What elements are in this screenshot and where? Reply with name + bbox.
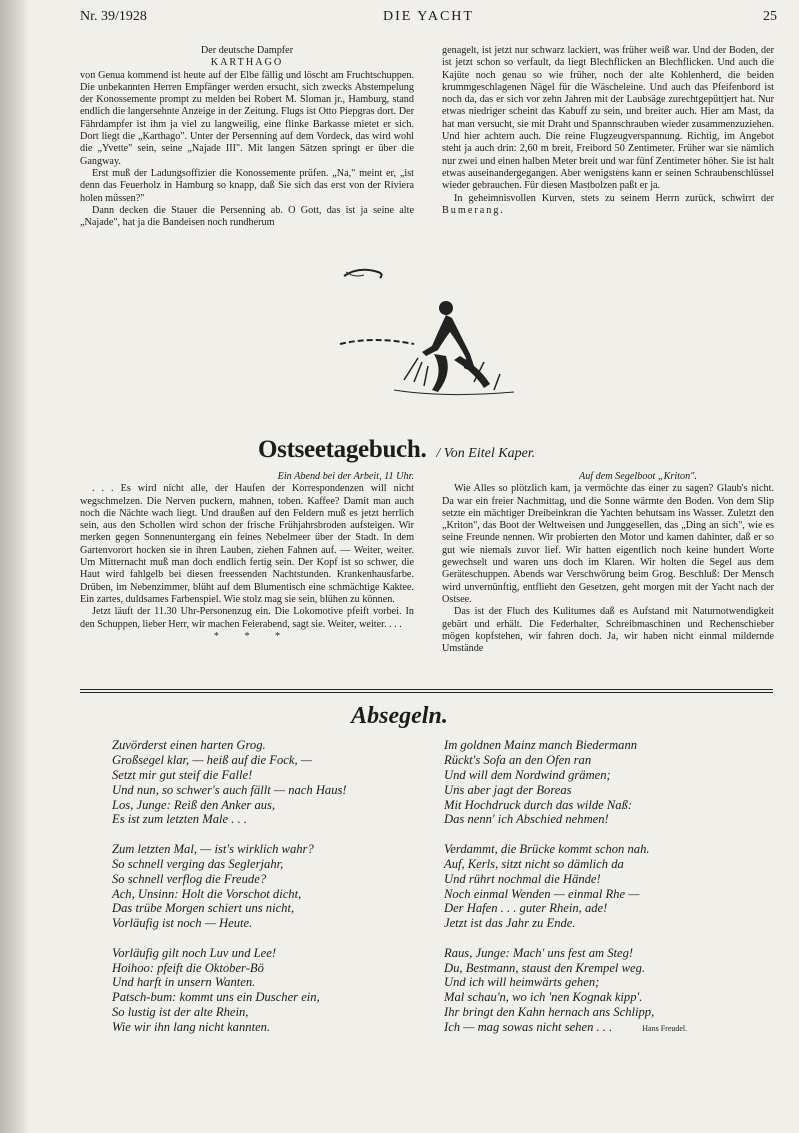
poem-line: Und ich will heimwärts gehen;: [444, 975, 600, 990]
story-paragraph: von Genua kommend ist heute auf der Elbe fällig und löscht am Fruchtschuppen. Die unbekannten Herren Empfänger werden ersucht, sich zwecks Abstempelung der Konossemente prompt zu melden bei Robert M. Sloman jr., Hamburg, stand endlich die langersehnte Anzeige in der Zeitung. Flugs ist Otto Piepgras dort. Der Fährdampfer ist ihm ja viel zu langweilig, eine flinke Barkasse mietet er sich. Dort liegt die „Karthago". Unter der Persenning auf dem Vordeck, das wird wohl die „Yvette" sein, seine „Najade III". Mit langen Sätzen springt er über die Gangway.: [80, 69, 414, 167]
poem-line: Und harft in unsern Wanten.: [112, 975, 256, 990]
poem-line: Patsch-bum: kommt uns ein Duscher ein,: [112, 990, 320, 1005]
section-divider-stars: * * *: [213, 630, 281, 642]
poem-line: Rückt's Sofa an den Ofen ran: [444, 752, 592, 767]
poem-line: Das trübe Morgen schiert uns nicht,: [112, 901, 295, 916]
poem-line-text: Ich — mag sowas nicht sehen . . .: [444, 1020, 613, 1035]
poem-line: Vorläufig gilt noch Luv und Lee!: [112, 945, 277, 960]
story-right-column: [442, 45, 774, 217]
poem-line: Raus, Junge: Mach' uns fest am Steg!: [444, 945, 634, 960]
story-heading-line1: Der deutsche Dampfer: [200, 45, 294, 56]
poem-line: Es ist zum letzten Male . . .: [112, 812, 248, 827]
poem-line: Noch einmal Wenden — einmal Rhe —: [444, 886, 640, 901]
poem-line: So schnell verflog die Freude?: [112, 871, 267, 886]
poem-line: Ach, Unsinn: Holt die Vorschot dicht,: [112, 886, 302, 901]
poem-line: Großsegel klar, — heiß auf die Fock, —: [112, 752, 312, 767]
ostsee-subhead: Ein Abend bei der Arbeit, 11 Uhr.: [277, 471, 414, 482]
page-edge-shadow: [0, 0, 30, 1133]
ostsee-right-column: [442, 471, 774, 655]
boomerang-thrower-illustration: [334, 262, 524, 412]
poem-stanza: [112, 946, 347, 1035]
page-number: 25: [763, 9, 777, 24]
poem-line: Verdammt, die Brücke kommt schon nah.: [444, 841, 650, 856]
poem-line: Mit Hochdruck durch das wilde Naß:: [444, 797, 633, 812]
ostsee-title-block: [258, 436, 658, 464]
poem-line: Der Hafen . . . guter Rhein, ade!: [444, 901, 608, 916]
poem-line: Wie wir ihn lang nicht kannten.: [112, 1020, 271, 1035]
poem-title: Absegeln.: [351, 703, 448, 729]
poem-line: Und rührt nochmal die Hände!: [444, 871, 601, 886]
story-left-column: [80, 45, 414, 229]
poem-line: Los, Junge: Reiß den Anker aus,: [112, 797, 276, 812]
poem-stanza: [444, 946, 687, 1035]
issue-number: Nr. 39/1928: [80, 9, 147, 24]
boomerang-word: Bumerang.: [442, 204, 505, 216]
poem-author: Hans Freudel.: [642, 1024, 688, 1034]
poem-line: Im goldnen Mainz manch Biedermann: [444, 738, 638, 752]
story-paragraph: [442, 193, 774, 218]
poem-line: So schnell verging das Seglerjahr,: [112, 856, 284, 871]
story-paragraph: Erst muß der Ladungsoffizier die Konossemente prüfen. „Na," meint er, „ist denn das Feuerholz in Hamburg so knapp, daß Sie sich das erst von der Riviera holen müssen?": [80, 167, 414, 204]
ostsee-byline: / Von Eitel Kaper.: [436, 446, 536, 461]
section-rule: [80, 692, 773, 693]
poem-right-column: [444, 738, 687, 1050]
section-rule: [80, 689, 773, 690]
poem-line: Uns aber jagt der Boreas: [444, 782, 572, 797]
story-text: In geheimnisvollen Kurven, stets zu seinem Herrn zurück, schwirrt der: [454, 192, 774, 204]
poem-line: Und nun, so schwer's auch fällt — nach Haus!: [112, 782, 347, 797]
poem-line: So lustig ist der alte Rhein,: [112, 1005, 249, 1020]
story-paragraph: Dann decken die Stauer die Persenning ab. O Gott, das ist ja seine alte „Najade", hat ja die Bandeisen noch rundherum: [80, 204, 414, 229]
poem-line: Zum letzten Mal, — ist's wirklich wahr?: [112, 841, 314, 856]
poem-line: Und will dem Nordwind grämen;: [444, 767, 611, 782]
poem-line: Du, Bestmann, staust den Krempel weg.: [444, 960, 646, 975]
ostsee-paragraph: Jetzt läuft der 11.30 Uhr-Personenzug ein. Die Lokomotive pfeift vorbei. In den Schuppen, lieber Herr, wir machen Feierabend, sagt sie. Weiter, weiter. . . .: [80, 606, 414, 630]
poem-line: Das nenn' ich Abschied nehmen!: [444, 812, 609, 827]
story-heading-ship-name: KARTHAGO: [210, 57, 284, 69]
page-header: [80, 9, 777, 31]
poem-line: Jetzt ist das Jahr zu Ende.: [444, 916, 576, 931]
poem-line: Auf, Kerls, sitzt nicht so dämlich da: [444, 856, 624, 871]
poem-line: Vorläufig ist noch — Heute.: [112, 916, 253, 931]
ostsee-paragraph: Das ist der Fluch des Kulitumes daß es Aufstand mit Naturnotwendigkeit gebärt und erhält. Die Federhalter, Schreibmaschinen und Rechenschieber mögen kopfstehen, wir fahren doch. Ja, wir haben nicht einmal mildernde Umstände: [442, 606, 774, 655]
poem-line: Ihr bringt den Kahn hernach ans Schlipp,: [444, 1005, 655, 1020]
poem-line: Zuvörderst einen harten Grog.: [112, 738, 266, 752]
ostsee-subhead: Auf dem Segelboot „Kriton".: [578, 471, 698, 482]
poem-line: Hoihoo: pfeift die Oktober-Bö: [112, 960, 264, 975]
ostsee-title: Ostseetagebuch.: [258, 436, 427, 463]
poem-stanza: [112, 738, 347, 827]
poem-stanza: [112, 842, 347, 931]
ostsee-left-column: [80, 471, 414, 643]
poem-line: Mal schau'n, wo ich 'nen Kognak kipp'.: [444, 990, 643, 1005]
ostsee-paragraph: . . . Es wird nicht alle, der Haufen der Korrespondenzen will nicht wegschmelzen. Die Nerven puckern, mahnen, toben. Kaffee? Damit man auch noch die Nächte wach liegt. Und draußen auf den Feldern muß es jetzt herrlich sein, aus den Schollen wird schon der frische Frühjahrsbroden aufsteigen. Wir merken gegen Sonnenuntergang ein feines Nebelmeer über der Stadt. In dem Gartenvorort hocken sie in ihren Lauben, ziehen Fahnen auf. — Weiter, weiter. Um Mitternacht muß man doch endlich fertig sein. Der Kopf ist so schwer, die Haut wird fahlgelb bei diesen freessenden Nachtstunden. Krankenhausfarbe. Drüben, im Nebenzimmer, blüht auf dem Blumentisch eine schmächtige Kaktee. Ein zartes, duldsames Farbenspiel. Wie stolz mag sie sein, blühen zu können.: [80, 483, 414, 605]
poem-stanza: [444, 738, 687, 827]
ostsee-paragraph: Wie Alles so plötzlich kam, ja vermöchte das einer zu sagen? Glaub's nicht. Da war ein freier Nachmittag, und die Sonne wärmte den Boden. Von dem Slip setzte ein mächtiger Dreibeinkran die Yachten behutsam ins Wasser. Zuletzt den „Kriton", das Boot der Weltweisen und Junggesellen, das „Ding an sich", wie es seine Freunde nennen. Wir probierten den Motor und kamen dahinter, daß er so gut wie niemals zuvor lief. Wir hatten eigentlich noch keine hundert Worte gewechselt und waren uns doch im Klaren. Wir holten die Segel aus dem Geräteschuppen. Abends war Verschwörung beim Grog. Beschluß: Der Mensch wird unvernünftig, entflieht den Gesetzen, geht morgen mit der Yacht nach der Ostsee.: [442, 483, 774, 605]
poem-line: [444, 1020, 687, 1035]
magazine-title: DIE YACHT: [383, 9, 474, 24]
poem-stanza: [444, 842, 687, 931]
poem-left-column: [112, 738, 347, 1050]
story-paragraph: genagelt, ist jetzt nur schwarz lackiert, was früher weiß war. Und der Boden, der ist jetzt schon so verfault, da liegt Blechflicken an Blechflicken. Und auch die Kajüte noch genau so wie früher, noch der alte Kohlenherd, die beiden krummgeschlagenen Nägel für die Wäscheleine. Und auch das Pfeifenbord ist noch da, das er sich vor zehn Jahren mit der Laubsäge zurechtgepüttjert hat. Nur etwas niedriger scheint das Kabuff zu sein, und breiter auch. Hier am Mast, da hat man versucht, sie mit Draht und Spannschrauben wieder zusammenzuziehen. Und hier achtern auch. Die reine Flugzeugverspannung. Richtig, im Angebot steht ja auch drin: 2,60 m breit, Freibord 50 Zentimeter. Früher war sie nämlich nur zwei und einen halben Meter breit und war fünf Zentimeter höher. Sie ist halt etwas auseinandergegangen. Aber wenigstens kann er seinen Schraubenschlüssel wieder gebrauchen. Für diesen Mastbolzen paßt er ja.: [442, 45, 774, 192]
poem-line: Setzt mir gut steif die Falle!: [112, 767, 253, 782]
